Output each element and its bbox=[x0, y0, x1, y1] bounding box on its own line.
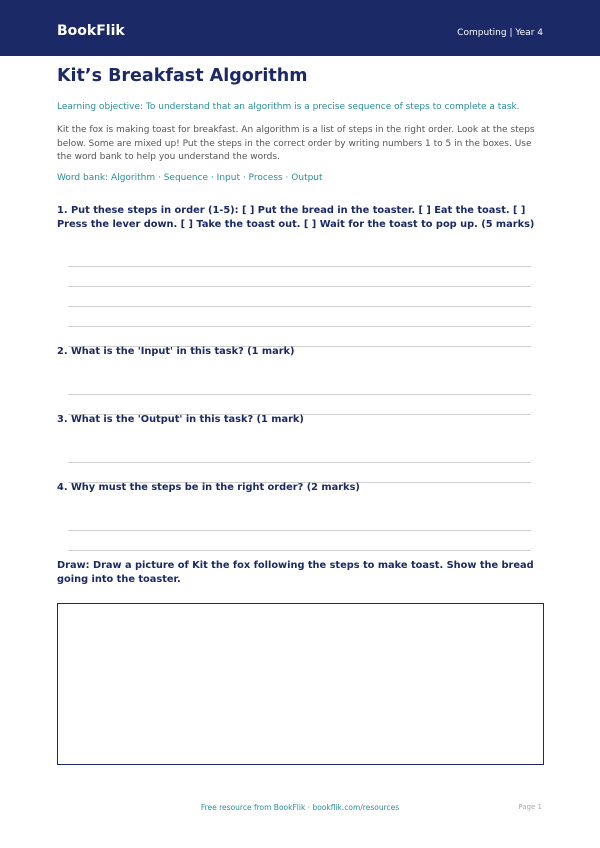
question-4: 4. Why must the steps be in the right order? (2 marks) bbox=[57, 482, 360, 493]
word-bank: Word bank: Algorithm · Sequence · Input · Process · Output bbox=[57, 173, 323, 183]
brand-logo: BookFlik bbox=[57, 23, 125, 39]
question-3: 3. What is the 'Output' in this task? (1 mark) bbox=[57, 414, 304, 425]
page-number: Page 1 bbox=[518, 803, 542, 811]
question-1: 1. Put these steps in order (1-5): [ ] Put the bread in the toaster. [ ] Eat the toast. [ ] Press the lever down. [ ] Take the toast out. [ ] Wait for the toast to pop up. (5 marks) bbox=[57, 205, 535, 231]
answer-line[interactable] bbox=[68, 462, 531, 463]
question-2: 2. What is the 'Input' in this task? (1 mark) bbox=[57, 346, 295, 357]
page-title: Kit’s Breakfast Algorithm bbox=[57, 66, 308, 86]
draw-prompt: Draw: Draw a picture of Kit the fox following the steps to make toast. Show the bread going into the toaster. bbox=[57, 560, 534, 586]
answer-line[interactable] bbox=[68, 550, 531, 551]
answer-line[interactable] bbox=[68, 394, 531, 395]
answer-line[interactable] bbox=[68, 326, 531, 327]
answer-line[interactable] bbox=[68, 530, 531, 531]
header-bar bbox=[0, 0, 600, 56]
learning-objective: Learning objective: To understand that an algorithm is a precise sequence of steps to complete a task. bbox=[57, 102, 520, 112]
answer-line[interactable] bbox=[68, 266, 531, 267]
answer-line[interactable] bbox=[68, 286, 531, 287]
subject-year-label: Computing | Year 4 bbox=[457, 28, 543, 38]
intro-text: Kit the fox is making toast for breakfast. An algorithm is a list of steps in the right order. Look at the steps below. Some are mixed up! Put the steps in the correct order by writing numbers 1 to 5 in the boxes. Use the word bank to help you understand the words. bbox=[57, 125, 535, 163]
answer-line[interactable] bbox=[68, 306, 531, 307]
drawing-box[interactable] bbox=[57, 603, 544, 765]
footer-text: Free resource from BookFlik · bookflik.com/resources bbox=[200, 803, 400, 812]
